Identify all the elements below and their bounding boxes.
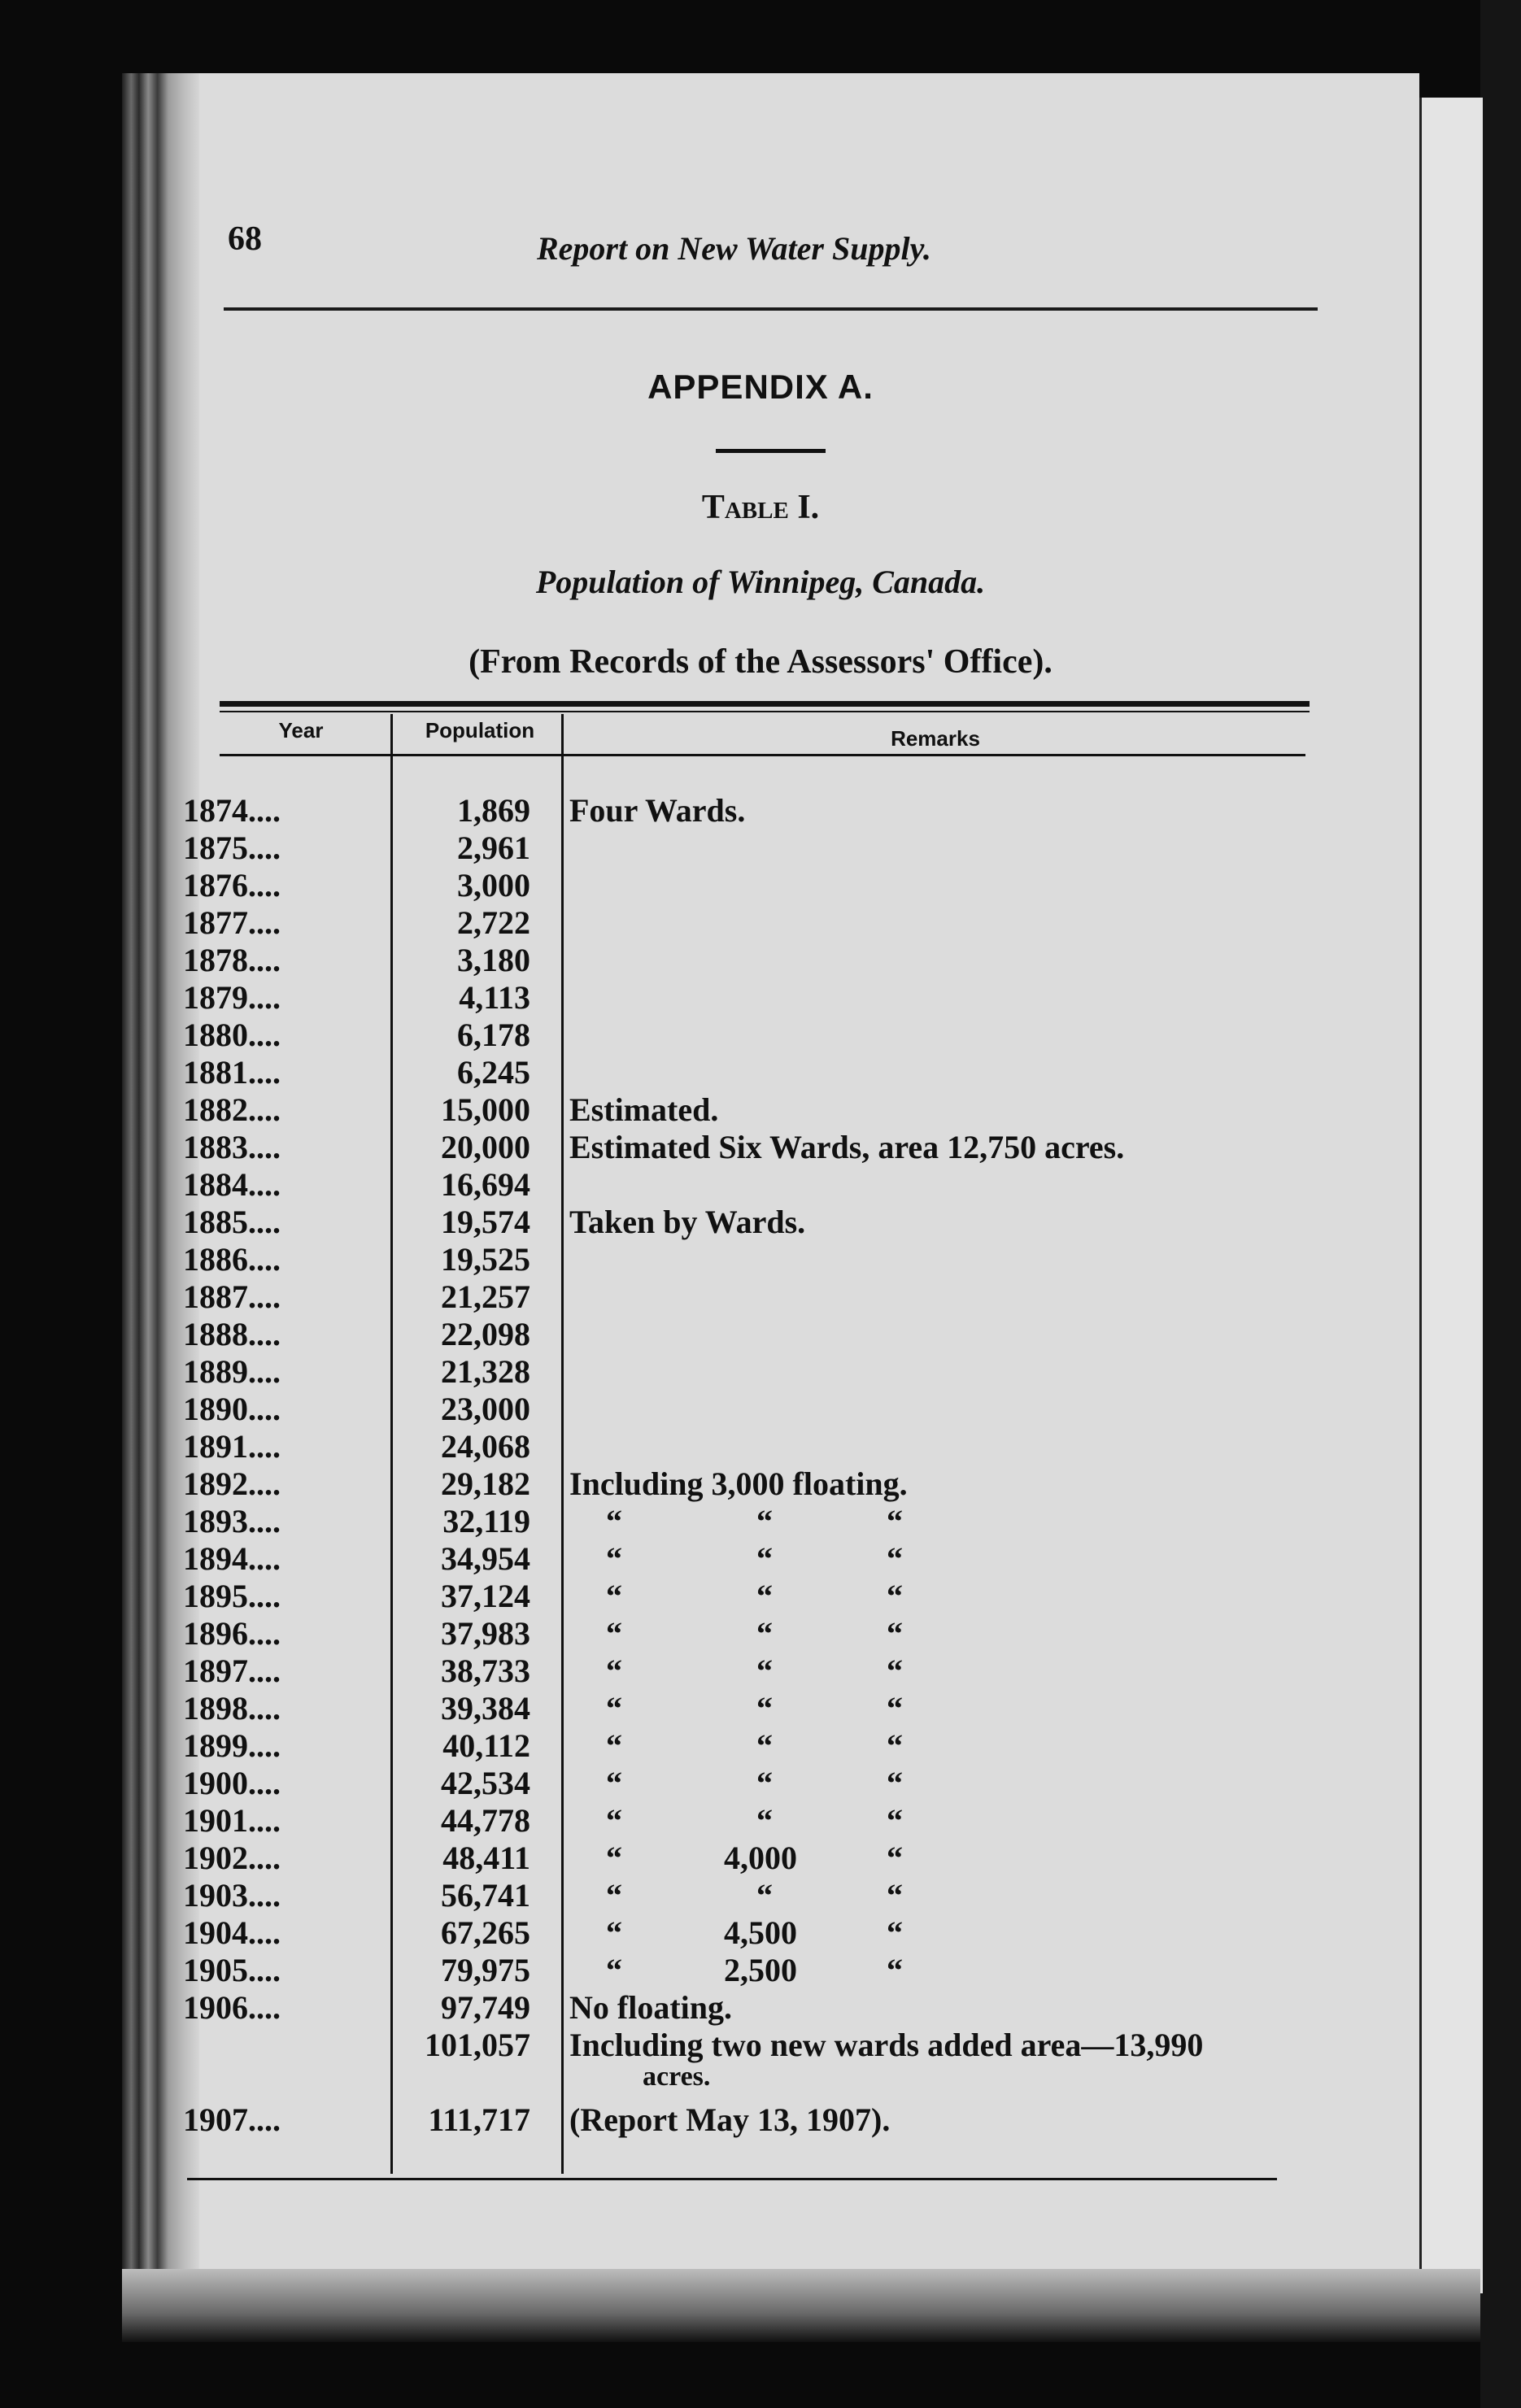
table-row	[0, 1951, 1521, 1988]
heading-divider	[716, 449, 826, 453]
cell-remarks	[569, 1988, 1285, 2027]
table-row	[0, 1988, 1521, 2026]
table-row	[0, 1614, 1521, 1652]
cell-remarks-ditto: “	[606, 1503, 622, 1539]
page-header	[228, 220, 1318, 277]
cell-year: 1884....	[183, 1166, 281, 1203]
cell-population: 6,245	[457, 1054, 530, 1091]
cell-remarks-ditto: 4,500	[724, 1914, 797, 1951]
cell-remarks-ditto: 2,500	[724, 1952, 797, 1988]
cell-remarks-ditto: “	[606, 1653, 622, 1689]
cell-year: 1883....	[183, 1129, 281, 1165]
cell-remarks-ditto: “	[756, 1540, 773, 1577]
table-row	[0, 1577, 1521, 1614]
cell-year: 1899....	[183, 1727, 281, 1764]
cell-remarks	[569, 2026, 1285, 2092]
cell-year: 1876....	[183, 867, 281, 904]
table-row	[0, 1240, 1521, 1278]
cell-remarks-ditto: “	[756, 1877, 773, 1914]
cell-remarks-ditto: “	[887, 1914, 903, 1951]
cell-remarks-text: No floating.	[569, 1989, 732, 2026]
cell-year: 1907....	[183, 2101, 281, 2138]
table-row	[0, 1801, 1521, 1839]
cell-remarks-ditto: “	[887, 1877, 903, 1914]
cell-remarks-ditto: “	[887, 1952, 903, 1988]
cell-year: 1887....	[183, 1278, 281, 1315]
cell-remarks-ditto: “	[887, 1802, 903, 1839]
cell-population: 21,328	[441, 1353, 530, 1390]
cell-remarks-ditto: “	[756, 1578, 773, 1614]
cell-population: 67,265	[441, 1914, 530, 1951]
cell-remarks-ditto: “	[756, 1653, 773, 1689]
cell-year: 1881....	[183, 1054, 281, 1091]
cell-remarks-text: (Report May 13, 1907).	[569, 2101, 891, 2138]
table-row	[0, 1502, 1521, 1539]
table-row	[0, 1016, 1521, 1053]
cell-remarks-ditto: “	[887, 1653, 903, 1689]
cell-population: 37,983	[441, 1615, 530, 1652]
column-header-population: Population	[425, 718, 535, 742]
cell-remarks-ditto: “	[606, 1877, 622, 1914]
table-row	[0, 1539, 1521, 1577]
cell-remarks-ditto: “	[887, 1690, 903, 1727]
cell-remarks-text: Four Wards.	[569, 792, 746, 829]
cell-year: 1897....	[183, 1653, 281, 1689]
table-row	[0, 1390, 1521, 1427]
table-row	[0, 941, 1521, 978]
cell-remarks-text: Including two new wards added area—13,990	[569, 2027, 1204, 2063]
cell-year: 1900....	[183, 1765, 281, 1801]
cell-remarks-ditto: “	[606, 1727, 622, 1764]
population-table	[0, 791, 1521, 2138]
cell-remarks-ditto: “	[756, 1765, 773, 1801]
cell-population: 34,954	[441, 1540, 530, 1577]
cell-year: 1882....	[183, 1091, 281, 1128]
table-title: Population of Winnipeg, Canada.	[535, 564, 986, 600]
cell-remarks-ditto: “	[887, 1578, 903, 1614]
cell-remarks-ditto: “	[606, 1952, 622, 1988]
cell-remarks	[569, 1203, 1285, 1241]
cell-year: 1879....	[183, 979, 281, 1016]
cell-year: 1903....	[183, 1877, 281, 1914]
cell-remarks	[569, 1128, 1285, 1166]
table-label: Table I.	[701, 489, 820, 526]
cell-population: 24,068	[441, 1428, 530, 1465]
cell-population: 6,178	[457, 1017, 530, 1053]
cell-remarks-ditto: “	[606, 1540, 622, 1577]
table-row	[0, 866, 1521, 904]
cell-population: 44,778	[441, 1802, 530, 1839]
table-row	[0, 1689, 1521, 1727]
cell-remarks-ditto: “	[606, 1914, 622, 1951]
cell-remarks-ditto: “	[606, 1840, 622, 1876]
cell-year: 1889....	[183, 1353, 281, 1390]
cell-remarks-ditto: “	[606, 1802, 622, 1839]
cell-remarks-ditto: “	[756, 1615, 773, 1652]
table-row	[0, 1427, 1521, 1465]
table-row	[0, 978, 1521, 1016]
cell-population: 2,722	[457, 904, 530, 941]
cell-remarks-ditto: “	[887, 1765, 903, 1801]
cell-population: 111,717	[428, 2101, 530, 2138]
column-header-year: Year	[278, 718, 324, 742]
cell-remarks	[569, 1091, 1285, 1129]
cell-remarks-text: Taken by Wards.	[569, 1204, 806, 1240]
table-row	[0, 1053, 1521, 1091]
cell-year: 1906....	[183, 1989, 281, 2026]
cell-population: 79,975	[441, 1952, 530, 1988]
table-top-rule	[220, 701, 1310, 707]
cell-remarks	[569, 2101, 1285, 2139]
cell-population: 23,000	[441, 1391, 530, 1427]
cell-population: 19,574	[441, 1204, 530, 1240]
cell-remarks	[569, 791, 1285, 830]
cell-population: 20,000	[441, 1129, 530, 1165]
header-bottom-rule	[220, 754, 1305, 756]
cell-year: 1893....	[183, 1503, 281, 1539]
cell-year: 1895....	[183, 1578, 281, 1614]
cell-year: 1898....	[183, 1690, 281, 1727]
cell-population: 39,384	[441, 1690, 530, 1727]
table-row	[0, 1652, 1521, 1689]
table-row	[0, 904, 1521, 941]
cell-population: 2,961	[457, 830, 530, 866]
table-row	[0, 1876, 1521, 1914]
table-row	[0, 1764, 1521, 1801]
table-row	[0, 791, 1521, 829]
cell-population: 16,694	[441, 1166, 530, 1203]
cell-remarks-continuation: acres.	[643, 2062, 711, 2092]
table-row	[0, 1278, 1521, 1315]
running-title: Report on New Water Supply.	[537, 230, 931, 267]
table-row	[0, 829, 1521, 866]
cell-population: 40,112	[442, 1727, 530, 1764]
cell-remarks-ditto: “	[606, 1615, 622, 1652]
cell-year: 1896....	[183, 1615, 281, 1652]
cell-population: 48,411	[442, 1840, 530, 1876]
cell-population: 21,257	[441, 1278, 530, 1315]
table-row	[0, 1914, 1521, 1951]
cell-population: 56,741	[441, 1877, 530, 1914]
cell-remarks	[569, 1465, 1285, 1503]
table-row	[0, 1727, 1521, 1764]
cell-remarks-ditto: “	[756, 1802, 773, 1839]
cell-population: 1,869	[457, 792, 530, 829]
table-row	[0, 1091, 1521, 1128]
cell-population: 4,113	[459, 979, 530, 1016]
page-bottom-shadow	[122, 2269, 1480, 2342]
table-top-rule-thin	[220, 711, 1310, 712]
cell-year: 1885....	[183, 1204, 281, 1240]
table-row	[0, 1839, 1521, 1876]
cell-year: 1904....	[183, 1914, 281, 1951]
cell-remarks-ditto: “	[887, 1503, 903, 1539]
cell-year: 1886....	[183, 1241, 281, 1278]
cell-remarks-ditto: “	[887, 1615, 903, 1652]
cell-population: 38,733	[441, 1653, 530, 1689]
table-row	[0, 1165, 1521, 1203]
cell-remarks-ditto: 4,000	[724, 1840, 797, 1876]
column-header-remarks: Remarks	[891, 726, 980, 751]
cell-remarks-text: Estimated Six Wards, area 12,750 acres.	[569, 1129, 1125, 1165]
cell-year: 1874....	[183, 792, 281, 829]
cell-population: 29,182	[441, 1465, 530, 1502]
table-bottom-rule	[187, 2178, 1277, 2180]
cell-remarks-ditto: “	[756, 1690, 773, 1727]
cell-population: 3,180	[457, 942, 530, 978]
table-row	[0, 1352, 1521, 1390]
cell-population: 3,000	[457, 867, 530, 904]
table-row	[0, 1203, 1521, 1240]
cell-year: 1902....	[183, 1840, 281, 1876]
cell-year: 1891....	[183, 1428, 281, 1465]
cell-population: 97,749	[441, 1989, 530, 2026]
cell-remarks-ditto: “	[756, 1503, 773, 1539]
cell-population: 42,534	[441, 1765, 530, 1801]
table-row	[0, 1465, 1521, 1502]
cell-population: 37,124	[441, 1578, 530, 1614]
cell-year: 1894....	[183, 1540, 281, 1577]
table-row	[0, 2101, 1521, 2138]
cell-population: 19,525	[441, 1241, 530, 1278]
appendix-heading: APPENDIX A.	[647, 368, 874, 406]
table-row	[0, 1128, 1521, 1165]
cell-remarks-ditto: “	[887, 1840, 903, 1876]
cell-remarks-ditto: “	[606, 1765, 622, 1801]
cell-remarks-ditto: “	[887, 1727, 903, 1764]
cell-year: 1875....	[183, 830, 281, 866]
table-source: (From Records of the Assessors' Office).	[469, 643, 1052, 681]
table-row	[0, 1315, 1521, 1352]
cell-year: 1890....	[183, 1391, 281, 1427]
cell-remarks-ditto: “	[606, 1690, 622, 1727]
cell-population: 32,119	[442, 1503, 530, 1539]
cell-population: 15,000	[441, 1091, 530, 1128]
cell-year: 1880....	[183, 1017, 281, 1053]
cell-remarks-text: Estimated.	[569, 1091, 719, 1128]
cell-year: 1878....	[183, 942, 281, 978]
cell-population: 22,098	[441, 1316, 530, 1352]
cell-year: 1892....	[183, 1465, 281, 1502]
cell-year: 1901....	[183, 1802, 281, 1839]
header-rule	[224, 307, 1318, 311]
page-number: 68	[228, 220, 262, 258]
cell-remarks-ditto: “	[756, 1727, 773, 1764]
cell-year: 1905....	[183, 1952, 281, 1988]
cell-population: 101,057	[425, 2027, 530, 2063]
table-row	[0, 2026, 1521, 2101]
cell-remarks-ditto: “	[606, 1578, 622, 1614]
cell-year: 1888....	[183, 1316, 281, 1352]
cell-year: 1877....	[183, 904, 281, 941]
cell-remarks-text: Including 3,000 floating.	[569, 1465, 908, 1502]
cell-remarks-ditto: “	[887, 1540, 903, 1577]
